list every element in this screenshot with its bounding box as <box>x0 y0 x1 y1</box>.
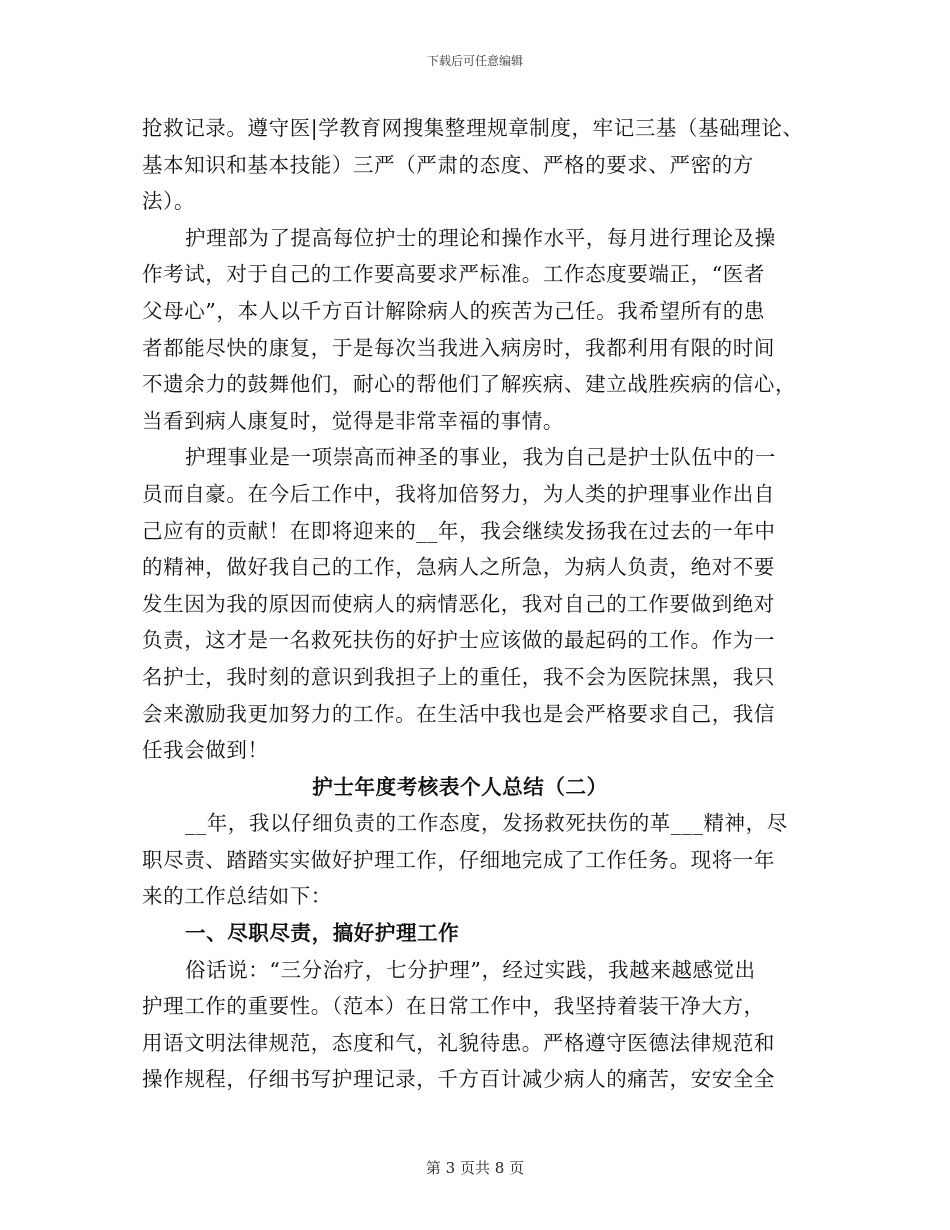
text-line: 父母心”，本人以千方百计解除病人的疾苦为己任。我希望所有的患 <box>142 298 765 323</box>
text-line: 不遗余力的鼓舞他们，耐心的帮他们了解疾病、建立战胜疾病的信心， <box>142 372 797 397</box>
text-line: 职尽责、踏踏实实做好护理工作，仔细地完成了工作任务。现将一年 <box>142 847 775 872</box>
text-line: 基本知识和基本技能）三严（严肃的态度、严格的要求、严密的方 <box>142 152 754 177</box>
text-line: 当看到病人康复时，觉得是非常幸福的事情。 <box>142 408 564 433</box>
text-line: 名护士，我时刻的意识到我担子上的重任，我不会为医院抹黑，我只 <box>142 664 775 689</box>
text-line: 用语文明法律规范，态度和气，礼貌待患。严格遵守医德法律规范和 <box>142 1030 775 1055</box>
text-line: 己应有的贡献！在即将迎来的__年，我会继续发扬我在过去的一年中 <box>142 518 776 543</box>
text-line: 护理事业是一项崇高而神圣的事业，我为自己是护士队伍中的一 <box>185 445 776 470</box>
text-line: 抢救记录。遵守医|学教育网搜集整理规章制度，牢记三基（基础理论、 <box>142 116 804 140</box>
section-heading: 护士年度考核表个人总结（二） <box>312 774 608 799</box>
text-line: 发生因为我的原因而使病人的病情恶化，我对自己的工作要做到绝对 <box>142 591 775 616</box>
text-line: 会来激励我更加努力的工作。在生活中我也是会严格要求自己，我信 <box>142 701 775 726</box>
text-line: 的精神，做好我自己的工作，急病人之所急，为病人负责，绝对不要 <box>142 555 775 580</box>
text-line: __年，我以仔细负责的工作态度，发扬救死扶伤的革___精神，尽 <box>185 811 788 836</box>
text-line: 来的工作总结如下： <box>142 884 332 909</box>
text-line: 法）。 <box>142 189 196 214</box>
text-line: 任我会做到！ <box>142 738 269 763</box>
text-line: 俗话说：“三分治疗，七分护理”，经过实践，我越来越感觉出 <box>185 957 756 982</box>
text-line: 负责，这才是一名救死扶伤的好护士应该做的最起码的工作。作为一 <box>142 628 775 653</box>
page-footer: 第 3 页共 8 页 <box>425 1159 525 1177</box>
document-body <box>142 110 808 1098</box>
text-line: 护理工作的重要性。（范本）在日常工作中，我坚持着装干净大方， <box>142 994 765 1019</box>
page-header: 下载后可任意编辑 <box>426 54 523 68</box>
text-line: 者都能尽快的康复，于是每次当我进入病房时，我都利用有限的时间 <box>142 335 775 360</box>
text-line: 护理部为了提高每位护士的理论和操作水平，每月进行理论及操 <box>185 225 776 250</box>
subsection-heading: 一、尽职尽责，搞好护理工作 <box>185 921 460 946</box>
text-line: 员而自豪。在今后工作中，我将加倍努力，为人类的护理事业作出自 <box>142 481 775 506</box>
text-line: 作考试，对于自己的工作要高要求严标准。工作态度要端正，“医者 <box>142 262 765 287</box>
text-line: 操作规程，仔细书写护理记录，千方百计减少病人的痛苦，安安全全 <box>142 1067 775 1092</box>
